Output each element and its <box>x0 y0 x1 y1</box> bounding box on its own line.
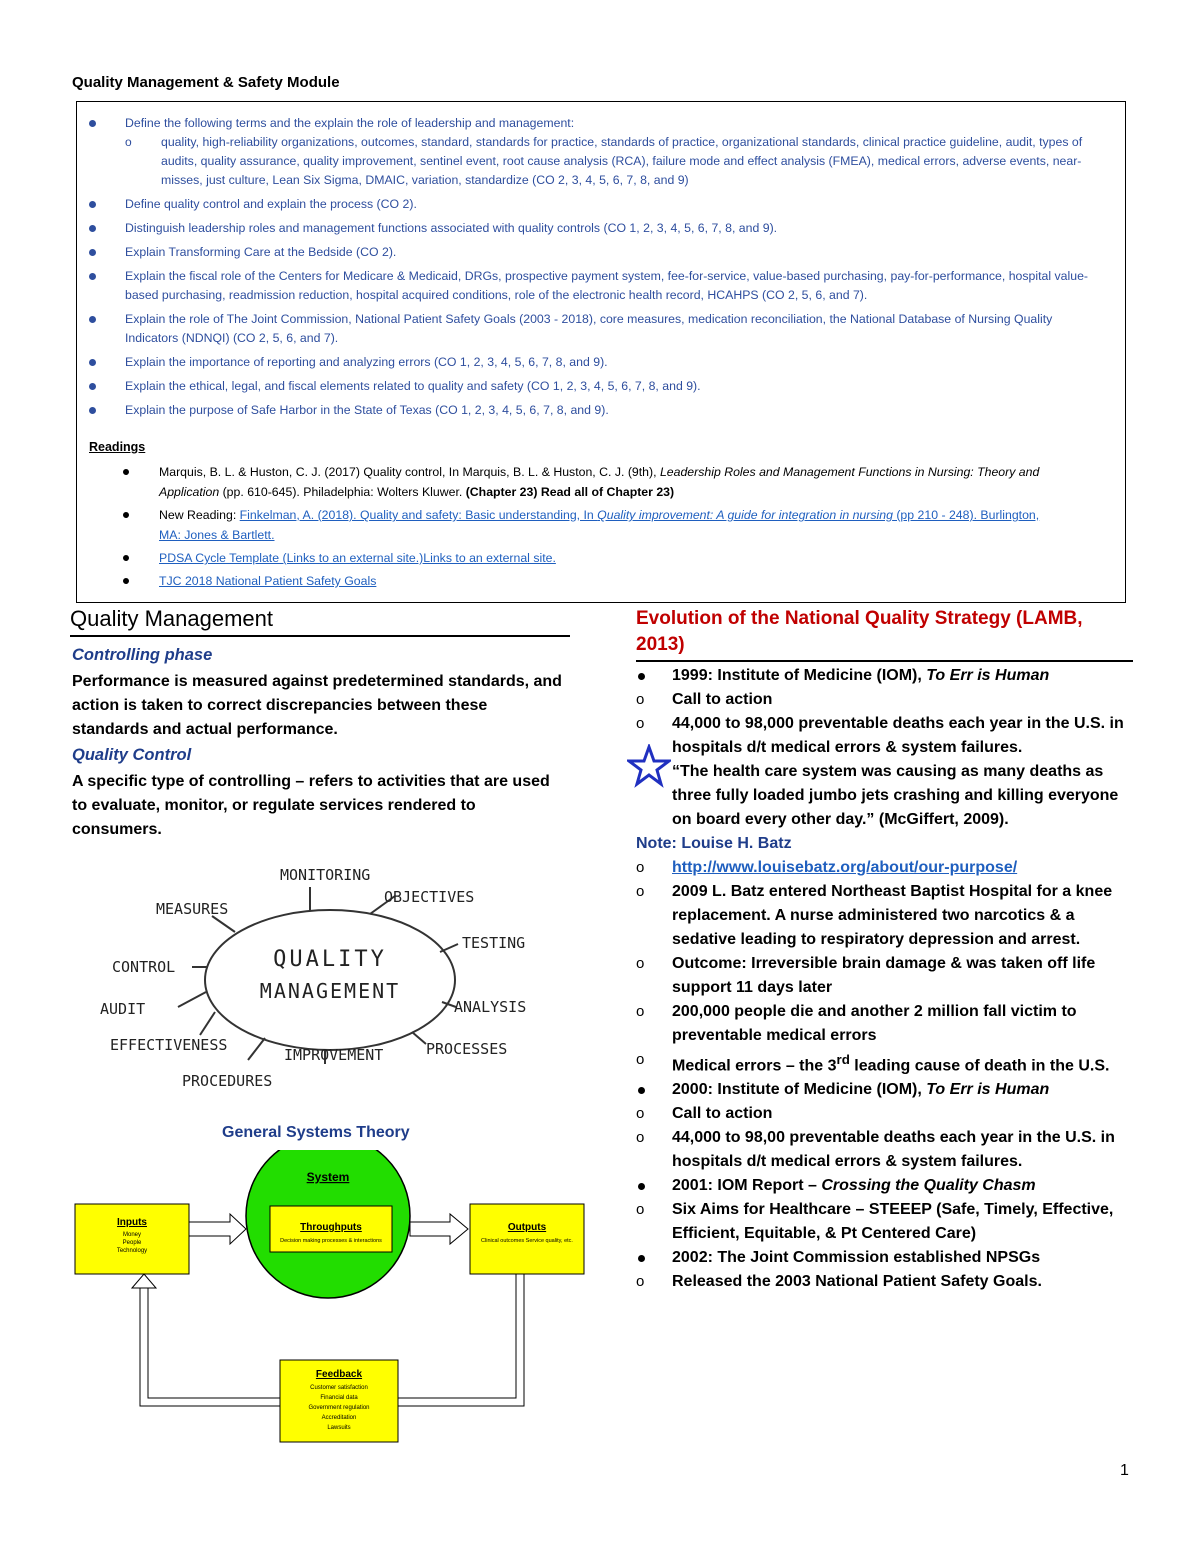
link-text: (pp 210 - 248). Burlington, MA: Jones & Bartlett. <box>159 508 1040 542</box>
arrow-icon <box>410 1214 468 1244</box>
sub-bullet-icon: o <box>636 1201 645 1219</box>
superscript: rd <box>836 1052 850 1067</box>
document-title: Quality Management & Safety Module <box>72 74 340 91</box>
objective-text: Explain the ethical, legal, and fiscal elements related to quality and safety (CO 1, 2, 3, 4, 5, 6, 7, 8, and 9). <box>125 379 701 393</box>
timeline-quote <box>636 760 1136 832</box>
timeline-report-title: Crossing the Quality Chasm <box>821 1177 1036 1195</box>
timeline-sub-item <box>636 712 1136 760</box>
arrow-up-icon <box>132 1274 156 1288</box>
mindmap-word: ANALYSIS <box>454 998 527 1016</box>
mindmap-center-word: MANAGEMENT <box>259 979 401 1003</box>
timeline-sub-text: Outcome: Irreversible brain damage & was taken off life support 11 days later <box>672 955 1096 996</box>
timeline-sub-text: 44,000 to 98,00 preventable deaths each year in the U.S. in hospitals d/t medical errors & system failures. <box>672 1129 1115 1171</box>
timeline-sub-item <box>636 856 1136 880</box>
timeline-text: 2000: Institute of Medicine (IOM), <box>672 1081 927 1099</box>
evolution-heading: Evolution of the National Quality Strategy (LAMB, 2013) <box>636 606 1133 662</box>
mindmap-word: CONTROL <box>112 958 176 976</box>
readings-heading: Readings <box>89 440 146 454</box>
mindmap-center-word: QUALITY <box>273 947 387 972</box>
link-text-italic: Quality improvement: A guide for integration in nursing <box>597 508 893 522</box>
timeline-sub-text: leading cause of death in the U.S. <box>849 1057 1110 1075</box>
outputs-detail: Clinical outcomes Service quality, etc. <box>481 1238 573 1244</box>
mindmap-word: EFFECTIVENESS <box>110 1036 228 1054</box>
feedback-detail: Customer satisfaction <box>310 1385 368 1391</box>
objectives-list <box>89 114 1099 425</box>
objective-sub-item <box>125 133 1099 190</box>
inputs-detail: People <box>122 1240 142 1246</box>
evolution-list <box>636 664 1136 1294</box>
feedback-loop-line <box>398 1274 516 1398</box>
bullet-icon <box>638 1087 645 1094</box>
bullet-icon <box>89 407 96 414</box>
sub-bullet-icon: o <box>636 1003 645 1020</box>
timeline-item <box>636 1174 1136 1198</box>
throughputs-detail: Decision making processes & interactions <box>280 1238 382 1244</box>
timeline-sub-item <box>636 688 1136 712</box>
reading-item <box>123 505 1053 545</box>
objective-sub-text: quality, high-reliability organizations, outcomes, standard, standards for practice, standards of practice, organizational standards, clinical practice guideline, audit, types of audits, quality assurance, quality improvement, sentinel event, root cause analysis (RCA), failure mode and effect analysis (FMEA), medical errors, adverse events, near-misses, just culture, Lean Six Sigma, DMAIC, variation, standardize (CO 2, 3, 4, 5, 6, 7, 8, and 9) <box>161 135 1083 187</box>
mindmap-word: MONITORING <box>280 866 371 884</box>
objective-text: Define the following terms and the explain the role of leadership and management: <box>125 116 575 130</box>
feedback-detail: Financial data <box>320 1395 358 1401</box>
timeline-text: 1999: Institute of Medicine (IOM), <box>672 667 927 684</box>
objective-item <box>89 377 1099 396</box>
timeline-sub-text: 44,000 to 98,000 preventable deaths each year in the U.S. in hospitals d/t medical errors & system failures. <box>672 715 1124 756</box>
mindmap-word: MEASURES <box>156 900 229 918</box>
feedback-detail: Lawsuits <box>327 1425 351 1431</box>
timeline-report-title: To Err is Human <box>926 1081 1050 1099</box>
bullet-icon <box>123 512 129 518</box>
sub-bullet-icon: o <box>636 715 645 732</box>
objectives-box <box>76 101 1126 603</box>
inputs-detail: Money <box>122 1232 142 1238</box>
feedback-detail: Government regulation <box>308 1405 370 1411</box>
mindmap-word: IMPROVEMENT <box>284 1046 384 1064</box>
timeline-sub-item <box>636 880 1136 952</box>
note-heading: Note: Louise H. Batz <box>636 835 792 852</box>
sub-bullet-icon: o <box>636 883 645 900</box>
inputs-label: Inputs <box>117 1217 147 1228</box>
reading-item <box>123 571 1053 591</box>
objective-text: Define quality control and explain the process (CO 2). <box>125 197 417 211</box>
objective-item <box>89 219 1099 238</box>
feedback-loop-line <box>398 1274 524 1406</box>
bullet-icon <box>89 225 96 232</box>
reading-chapter-note: (Chapter 23) Read all of Chapter 23) <box>465 485 675 499</box>
reading-text: (pp. 610-645). Philadelphia: Wolters Kluwer. <box>219 485 466 499</box>
pdsa-template-link[interactable]: PDSA Cycle Template (Links to an external site.)Links to an external site. <box>159 551 556 565</box>
sub-bullet-icon: o <box>636 955 645 972</box>
page-number: 1 <box>1120 1462 1129 1479</box>
objective-item <box>89 353 1099 372</box>
objective-text: Explain the fiscal role of the Centers for Medicare & Medicaid, DRGs, prospective payment system, fee-for-service, value-based purchasing, pay-for-performance, hospital value-based purchasing, readmission reduction, hospital acquired conditions, role of the electronic health record, HCAHPS (CO 2, 5, 6, and 7). <box>125 269 1088 302</box>
sub-bullet-icon: o <box>125 135 132 149</box>
feedback-detail: Accreditation <box>321 1415 357 1421</box>
objective-item <box>89 310 1099 348</box>
bullet-icon <box>89 120 96 127</box>
objective-text: Explain the role of The Joint Commission, National Patient Safety Goals (2003 - 2018), core measures, medication reconciliation, the National Database of Nursing Quality Indicators (NDNQI) (CO 2, 5, 6, and 7). <box>125 312 1053 345</box>
timeline-text: 2002: The Joint Commission established NPSGs <box>672 1249 1041 1267</box>
outputs-label: Outputs <box>507 1222 547 1233</box>
timeline-sub-text: 200,000 people die and another 2 million fall victim to preventable medical errors <box>672 1003 1077 1044</box>
bullet-icon <box>89 316 96 323</box>
timeline-sub-text: Call to action <box>672 1105 773 1123</box>
reading-item <box>123 462 1053 502</box>
sub-bullet-icon: o <box>636 1273 645 1291</box>
mindmap-word: AUDIT <box>100 1000 146 1018</box>
mindmap-word: PROCEDURES <box>182 1072 273 1090</box>
throughputs-label: Throughputs <box>300 1222 362 1233</box>
timeline-sub-text: Six Aims for Healthcare – STEEEP (Safe, Timely, Effective, Efficient, Equitable, & Pt Centered Care) <box>672 1201 1114 1243</box>
feedback-loop-line <box>140 1286 280 1406</box>
bullet-icon <box>638 1255 645 1262</box>
reading-prefix: New Reading: <box>159 508 240 522</box>
timeline-sub-item <box>636 1048 1136 1078</box>
objective-item <box>89 243 1099 262</box>
objective-item <box>89 195 1099 214</box>
timeline-item <box>636 1078 1136 1102</box>
timeline-sub-text: Released the 2003 National Patient Safety Goals. <box>672 1273 1042 1291</box>
timeline-item <box>636 1246 1136 1270</box>
mindmap-word: PROCESSES <box>426 1040 508 1058</box>
bullet-icon <box>123 555 129 561</box>
timeline-sub-text: Medical errors – the 3 <box>672 1057 837 1075</box>
controlling-phase-text: Performance is measured against predetermined standards, and action is taken to correct discrepancies between these standards and actual performance. <box>72 673 562 738</box>
timeline-sub-item <box>636 1198 1136 1246</box>
mindmap-word: OBJECTIVES <box>384 888 475 906</box>
timeline-sub-item <box>636 1126 1136 1174</box>
sub-bullet-icon: o <box>636 1051 645 1068</box>
objective-text: Explain the importance of reporting and analyzing errors (CO 1, 2, 3, 4, 5, 6, 7, 8, and 9). <box>125 355 608 369</box>
arrow-icon <box>189 1214 246 1244</box>
bullet-icon <box>89 383 96 390</box>
timeline-sub-item <box>636 1102 1136 1126</box>
quality-management-mindmap <box>100 852 560 1102</box>
bullet-icon <box>638 1183 645 1190</box>
general-systems-theory-title: General Systems Theory <box>222 1124 410 1141</box>
sub-bullet-icon: o <box>636 1129 645 1147</box>
bullet-icon <box>89 359 96 366</box>
quote-text: “The health care system was causing as many deaths as three fully loaded jumbo jets crashing and killing everyone on board every other day.” (McGiffert, 2009). <box>672 763 1119 828</box>
objective-item <box>89 401 1099 420</box>
bullet-icon <box>123 469 129 475</box>
timeline-text: 2001: IOM Report – <box>672 1177 822 1195</box>
note-heading-row <box>636 832 1136 856</box>
timeline-sub-item <box>636 1270 1136 1294</box>
timeline-sub-item <box>636 1000 1136 1048</box>
quality-control-text: A specific type of controlling – refers to activities that are used to evaluate, monitor, or regulate services rendered to consumers. <box>72 773 550 838</box>
reading-book-title: Leadership Roles and Management Functions in Nursing: Theory and Application <box>159 465 1040 499</box>
link-text: Finkelman, A. (2018). Quality and safety: Basic understanding, In <box>239 508 598 522</box>
bullet-icon <box>89 249 96 256</box>
inputs-detail: Technology <box>116 1248 148 1254</box>
louisebatz-link[interactable]: http://www.louisebatz.org/about/our-purpose/ <box>672 859 1018 876</box>
reading-item <box>123 548 1053 568</box>
general-systems-theory-diagram <box>70 1150 600 1450</box>
bullet-icon <box>123 578 129 584</box>
finkelman-reading-link[interactable] <box>159 508 1039 542</box>
feedback-loop-line <box>148 1286 280 1398</box>
bullet-icon <box>89 201 96 208</box>
sub-bullet-icon: o <box>636 859 645 876</box>
inputs-box <box>75 1204 189 1274</box>
timeline-sub-text: 2009 L. Batz entered Northeast Baptist Hospital for a knee replacement. A nurse administered two narcotics & a sedative leading to respiratory depression and arrest. <box>672 883 1113 948</box>
timeline-item <box>636 664 1136 688</box>
timeline-sub-item <box>636 952 1136 1000</box>
quality-control-title: Quality Control <box>72 746 192 764</box>
tjc-goals-link[interactable]: TJC 2018 National Patient Safety Goals <box>159 574 377 588</box>
objective-text: Explain the purpose of Safe Harbor in the State of Texas (CO 1, 2, 3, 4, 5, 6, 7, 8, and 9). <box>125 403 609 417</box>
objective-item <box>89 267 1099 305</box>
sub-bullet-icon: o <box>636 1105 645 1123</box>
objective-item <box>89 114 1099 190</box>
mindmap-word: TESTING <box>462 934 526 952</box>
bullet-icon <box>89 273 96 280</box>
timeline-sub-text: Call to action <box>672 691 773 708</box>
objective-text: Explain Transforming Care at the Bedside (CO 2). <box>125 245 397 259</box>
timeline-report-title: To Err is Human <box>926 667 1050 684</box>
reading-text: Marquis, B. L. & Huston, C. J. (2017) Quality control, In Marquis, B. L. & Huston, C. J. (9th), <box>159 465 660 479</box>
objective-text: Distinguish leadership roles and management functions associated with quality controls (CO 1, 2, 3, 4, 5, 6, 7, 8, and 9). <box>125 221 778 235</box>
system-label: System <box>306 1170 350 1184</box>
quality-management-heading: Quality Management <box>70 606 570 637</box>
readings-list <box>123 462 1053 594</box>
feedback-label: Feedback <box>315 1369 363 1380</box>
controlling-phase-title: Controlling phase <box>72 646 213 664</box>
bullet-icon <box>638 673 645 680</box>
sub-bullet-icon: o <box>636 691 645 708</box>
